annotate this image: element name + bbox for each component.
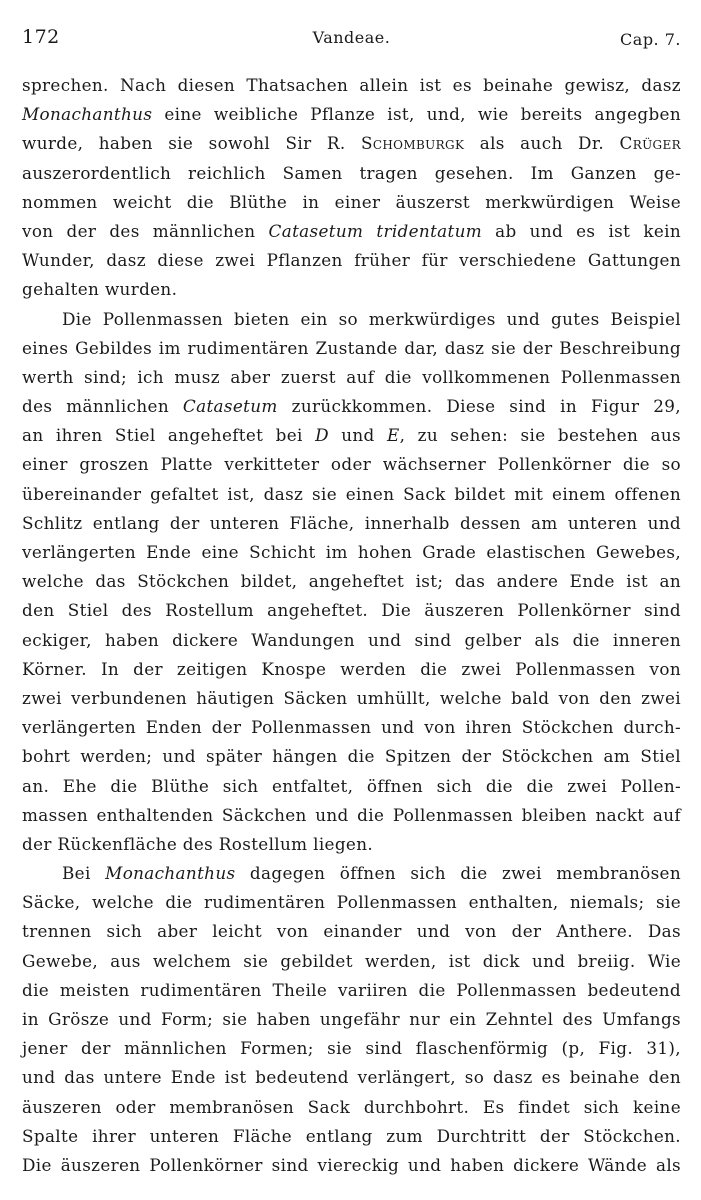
text-segment: massen enthaltenden Säckchen und die Pollenmassen bleiben nackt auf bbox=[22, 804, 681, 825]
text-line bbox=[22, 1005, 681, 1034]
text-segment: des männlichen bbox=[22, 396, 183, 417]
text-line bbox=[22, 392, 681, 421]
text-segment: eckiger, haben dickere Wandungen und sind gelber als die inneren bbox=[22, 629, 681, 650]
text-line bbox=[22, 509, 681, 538]
text-segment: und bbox=[328, 425, 387, 446]
body-text bbox=[22, 71, 681, 1180]
page-header bbox=[22, 26, 681, 52]
text-segment: einer groszen Platte verkitteter oder wächserner Pollenkörner die so bbox=[22, 454, 681, 475]
text-segment: von der des männlichen bbox=[22, 220, 269, 241]
text-segment: Körner. In der zeitigen Knospe werden die zwei Pollenmassen von bbox=[22, 658, 681, 679]
text-segment: den Stiel des Rostellum angeheftet. Die äuszeren Pollenkörner sind bbox=[22, 600, 681, 621]
text-line bbox=[22, 246, 681, 275]
text-line bbox=[22, 275, 681, 304]
text-segment: eines Gebildes im rudimentären Zustande dar, dasz sie der Beschreibung bbox=[22, 337, 681, 358]
text-segment: eine weibliche Pflanze ist, und, wie bereits angegben bbox=[152, 104, 681, 125]
chapter-label: Cap. 7. bbox=[620, 30, 681, 49]
text-line bbox=[22, 129, 681, 158]
text-segment: , zu sehen: sie bestehen aus bbox=[399, 425, 681, 446]
text-line bbox=[22, 450, 681, 479]
text-line bbox=[22, 655, 681, 684]
text-segment: wurde, haben sie sowohl Sir R. bbox=[22, 133, 361, 154]
text-line bbox=[22, 159, 681, 188]
text-line bbox=[22, 1122, 681, 1151]
text-line bbox=[22, 830, 681, 859]
text-line bbox=[22, 947, 681, 976]
italic-text: D bbox=[315, 425, 329, 446]
text-segment: an. Ehe die Blüthe sich entfaltet, öffnen sich die die zwei Pollen- bbox=[22, 775, 681, 796]
small-caps-text: Crüger bbox=[619, 133, 681, 154]
text-segment: bohrt werden; und später hängen die Spitzen der Stöckchen am Stiel bbox=[22, 746, 681, 767]
text-segment: der Rückenfläche des Rostellum liegen. bbox=[22, 833, 374, 854]
text-segment: auszerordentlich reichlich Samen tragen gesehen. Im Ganzen ge- bbox=[22, 162, 681, 183]
text-line bbox=[22, 538, 681, 567]
text-line bbox=[22, 917, 681, 946]
text-line bbox=[22, 217, 681, 246]
text-segment: äuszeren oder membranösen Sack durchbohrt. Es findet sich keine bbox=[22, 1096, 681, 1117]
italic-text: Monachanthus bbox=[22, 104, 153, 125]
text-segment: Wunder, dasz diese zwei Pflanzen früher für verschiedene Gattungen bbox=[22, 250, 681, 271]
text-line bbox=[22, 305, 681, 334]
text-line bbox=[22, 859, 681, 888]
text-segment: nommen weicht die Blüthe in einer äuszerst merkwürdigen Weise bbox=[22, 191, 681, 212]
text-line bbox=[22, 567, 681, 596]
text-line bbox=[22, 1034, 681, 1063]
text-line bbox=[22, 742, 681, 771]
text-line bbox=[22, 684, 681, 713]
text-segment: verlängerten Enden der Pollenmassen und von ihren Stöckchen durch- bbox=[22, 717, 681, 738]
text-segment: ab und es ist kein bbox=[482, 220, 681, 241]
text-segment: zurückkommen. Diese sind in Figur 29, bbox=[277, 396, 681, 417]
text-line bbox=[22, 421, 681, 450]
text-segment: welche das Stöckchen bildet, angeheftet ist; das andere Ende ist an bbox=[22, 571, 681, 592]
text-line bbox=[22, 1063, 681, 1092]
text-line bbox=[22, 772, 681, 801]
text-line bbox=[22, 1151, 681, 1180]
text-segment: Die Pollenmassen bieten ein so merkwürdiges und gutes Beispiel bbox=[62, 308, 681, 329]
text-segment: jener der männlichen Formen; sie sind flaschenförmig (p, Fig. 31), bbox=[22, 1038, 681, 1059]
text-segment: dagegen öffnen sich die zwei membranösen bbox=[235, 863, 681, 884]
text-segment: trennen sich aber leicht von einander und von der Anthere. Das bbox=[22, 921, 681, 942]
page-number: 172 bbox=[22, 26, 60, 48]
text-segment: Säcke, welche die rudimentären Pollenmassen enthalten, niemals; sie bbox=[22, 892, 681, 913]
text-segment: zwei verbundenen häutigen Säcken umhüllt, welche bald von den zwei bbox=[22, 687, 681, 708]
text-segment: sprechen. Nach diesen Thatsachen allein ist es beinahe gewisz, dasz bbox=[22, 75, 681, 95]
text-line bbox=[22, 976, 681, 1005]
text-segment: Gewebe, aus welchem sie gebildet werden, ist dick und breiig. Wie bbox=[22, 950, 681, 971]
text-line bbox=[22, 626, 681, 655]
text-line bbox=[22, 596, 681, 625]
text-segment: Bei bbox=[62, 863, 106, 884]
text-segment: in Grösze und Form; sie haben ungefähr nur ein Zehntel des Umfangs bbox=[22, 1009, 681, 1029]
italic-text: Catasetum tridentatum bbox=[268, 220, 483, 241]
text-line bbox=[22, 334, 681, 363]
text-line bbox=[22, 188, 681, 217]
text-line bbox=[22, 1093, 681, 1122]
text-segment: und das untere Ende ist bedeutend verlängert, so dasz es beinahe den bbox=[22, 1067, 681, 1088]
text-segment: werth sind; ich musz aber zuerst auf die vollkommenen Pollenmassen bbox=[22, 366, 681, 387]
text-segment: Spalte ihrer unteren Fläche entlang zum Durchtritt der Stöckchen. bbox=[22, 1125, 681, 1146]
italic-text: E bbox=[387, 425, 400, 446]
text-segment: die meisten rudimentären Theile variiren die Pollenmassen bedeutend bbox=[22, 979, 681, 1000]
text-line bbox=[22, 100, 681, 129]
text-segment: Schlitz entlang der unteren Fläche, innerhalb dessen am unteren und bbox=[22, 512, 681, 533]
italic-text: Monachanthus bbox=[105, 863, 236, 884]
running-title: Vandeae. bbox=[312, 28, 391, 47]
text-segment: übereinander gefaltet ist, dasz sie einen Sack bildet mit einem offenen bbox=[22, 483, 681, 504]
text-line bbox=[22, 713, 681, 742]
text-segment: Die äuszeren Pollenkörner sind viereckig und haben dickere Wände als bbox=[22, 1154, 681, 1175]
text-segment: an ihren Stiel angeheftet bei bbox=[22, 425, 316, 446]
text-segment: verlängerten Ende eine Schicht im hohen Grade elastischen Gewebes, bbox=[22, 542, 681, 562]
text-line bbox=[22, 363, 681, 392]
text-segment: als auch Dr. bbox=[464, 133, 620, 154]
text-segment: gehalten wurden. bbox=[22, 279, 178, 300]
italic-text: Catasetum bbox=[182, 396, 278, 417]
text-line bbox=[22, 801, 681, 830]
text-line bbox=[22, 71, 681, 100]
text-line bbox=[22, 888, 681, 917]
small-caps-text: Schomburgk bbox=[360, 133, 465, 154]
text-line bbox=[22, 480, 681, 509]
